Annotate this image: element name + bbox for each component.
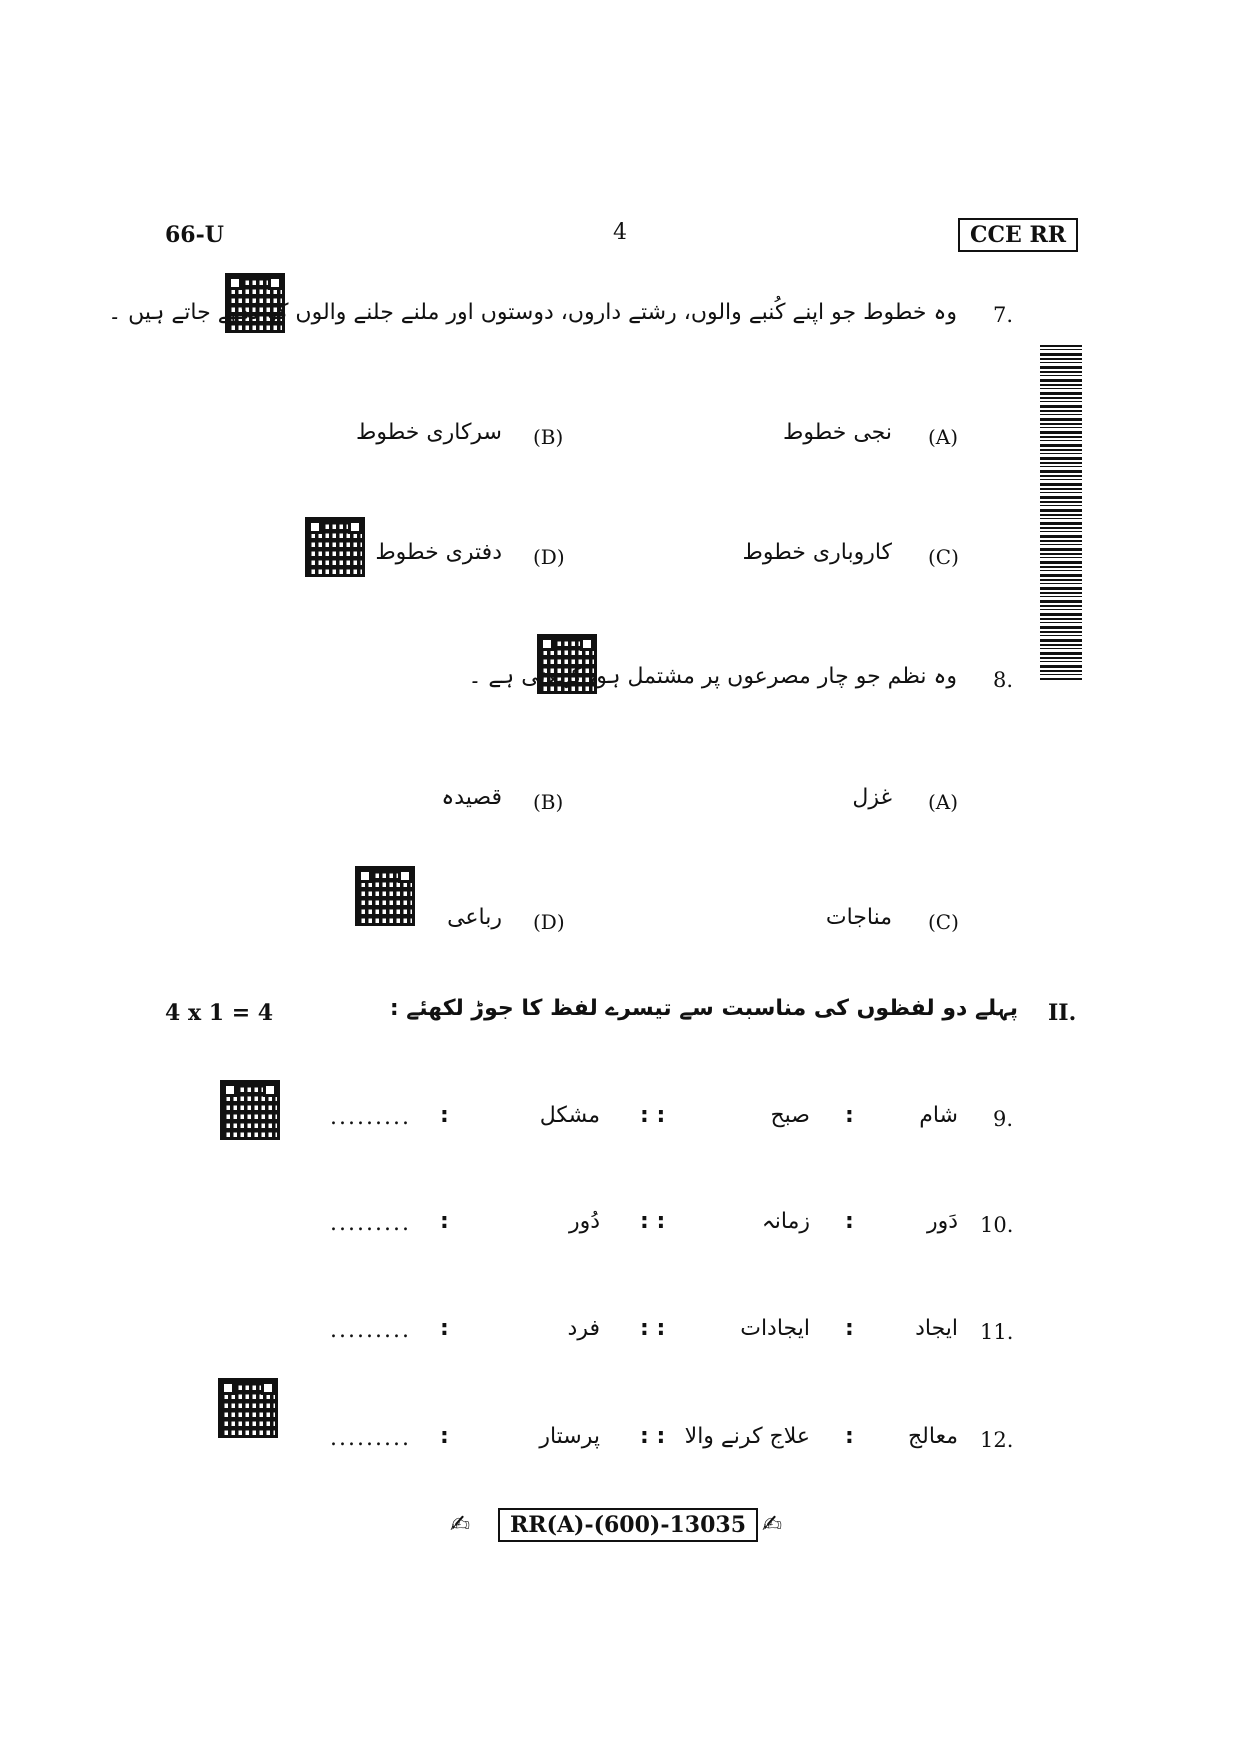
paper-code: 66-U bbox=[165, 222, 224, 248]
pair-10-word2: زمانہ bbox=[761, 1209, 810, 1234]
pair-12-number: 12. bbox=[980, 1428, 1014, 1452]
section-2-instruction: پہلے دو لفظوں کی مناسبت سے تیسرے لفظ کا جوڑ لکھئے : bbox=[389, 996, 1018, 1021]
q7-option-b-text: سرکاری خطوط bbox=[356, 420, 502, 445]
question-7-number: 7. bbox=[993, 303, 1014, 327]
pair-10-sep3: : bbox=[440, 1209, 449, 1234]
pen-icon: ✍ bbox=[762, 1510, 783, 1538]
qr-code-icon bbox=[220, 1080, 280, 1140]
pair-12-sep3: : bbox=[440, 1424, 449, 1449]
pair-12-answer-blank: ......... bbox=[330, 1426, 411, 1451]
q7-option-c-label: (C) bbox=[928, 545, 959, 569]
pair-12-word3: پرستار bbox=[539, 1424, 600, 1449]
pair-12-word1: معالج bbox=[907, 1424, 958, 1449]
footer-code-box: RR(A)-(600)-13035 bbox=[498, 1508, 758, 1542]
pair-11-sep2: : : bbox=[640, 1316, 666, 1341]
q8-option-d-label: (D) bbox=[533, 910, 565, 934]
q7-option-c-text: کاروباری خطوط bbox=[742, 540, 892, 565]
pair-10-sep2: : : bbox=[640, 1209, 666, 1234]
pair-12-word2: علاج کرنے والا bbox=[684, 1424, 810, 1449]
qr-code-icon bbox=[218, 1378, 278, 1438]
pair-11-sep3: : bbox=[440, 1316, 449, 1341]
q7-option-d-label: (D) bbox=[533, 545, 565, 569]
pair-11-word1: ایجاد bbox=[915, 1316, 958, 1341]
qr-code-icon bbox=[305, 517, 365, 577]
pair-11-word2: ایجادات bbox=[740, 1316, 810, 1341]
q8-option-d-text: رباعی bbox=[447, 905, 502, 930]
pair-10-word3: دُور bbox=[568, 1209, 600, 1234]
q8-option-b-label: (B) bbox=[533, 790, 564, 814]
pair-9-sep1: : bbox=[845, 1103, 854, 1128]
pair-11-sep1: : bbox=[845, 1316, 854, 1341]
pen-icon: ✍ bbox=[450, 1510, 471, 1538]
question-8-text: وہ نظم جو چار مصرعوں پر مشتمل ہو، کہلاتی ہے ۔ bbox=[468, 664, 957, 689]
pair-9-number: 9. bbox=[993, 1107, 1014, 1131]
pair-9-word3: مشکل bbox=[539, 1103, 600, 1128]
question-8-number: 8. bbox=[993, 668, 1014, 692]
pair-11-word3: فرد bbox=[567, 1316, 600, 1341]
pair-9-answer-blank: ......... bbox=[330, 1105, 411, 1130]
pair-10-sep1: : bbox=[845, 1209, 854, 1234]
pair-12-sep2: : : bbox=[640, 1424, 666, 1449]
q7-option-d-text: دفتری خطوط bbox=[375, 540, 502, 565]
section-2-number: II. bbox=[1048, 1000, 1077, 1026]
pair-9-word1: شام bbox=[919, 1103, 958, 1128]
pair-10-word1: دَور bbox=[926, 1209, 958, 1234]
exam-code-box: CCE RR bbox=[958, 218, 1078, 252]
q8-option-a-text: غزل bbox=[852, 785, 892, 810]
q8-option-a-label: (A) bbox=[928, 790, 959, 814]
pair-12-sep1: : bbox=[845, 1424, 854, 1449]
pair-11-number: 11. bbox=[980, 1320, 1014, 1344]
barcode-image bbox=[1040, 345, 1082, 680]
q7-option-a-text: نجی خطوط bbox=[782, 420, 892, 445]
q8-option-c-text: مناجات bbox=[825, 905, 892, 930]
page-number: 4 bbox=[613, 220, 627, 245]
q7-option-b-label: (B) bbox=[533, 425, 564, 449]
q8-option-c-label: (C) bbox=[928, 910, 959, 934]
section-2-marks: 4 x 1 = 4 bbox=[165, 1000, 274, 1026]
pair-9-sep2: : : bbox=[640, 1103, 666, 1128]
q8-option-b-text: قصیدہ bbox=[441, 785, 502, 810]
q7-option-a-label: (A) bbox=[928, 425, 959, 449]
pair-11-answer-blank: ......... bbox=[330, 1318, 411, 1343]
pair-9-sep3: : bbox=[440, 1103, 449, 1128]
question-7-text: وہ خطوط جو اپنے کُنبے والوں، رشتے داروں، دوستوں اور ملنے جلنے والوں کو لکھے جاتے ہیں ۔ bbox=[108, 300, 957, 325]
pair-10-answer-blank: ......... bbox=[330, 1211, 411, 1236]
pair-9-word2: صبح bbox=[770, 1103, 810, 1128]
pair-10-number: 10. bbox=[980, 1213, 1014, 1237]
qr-code-icon bbox=[355, 866, 415, 926]
